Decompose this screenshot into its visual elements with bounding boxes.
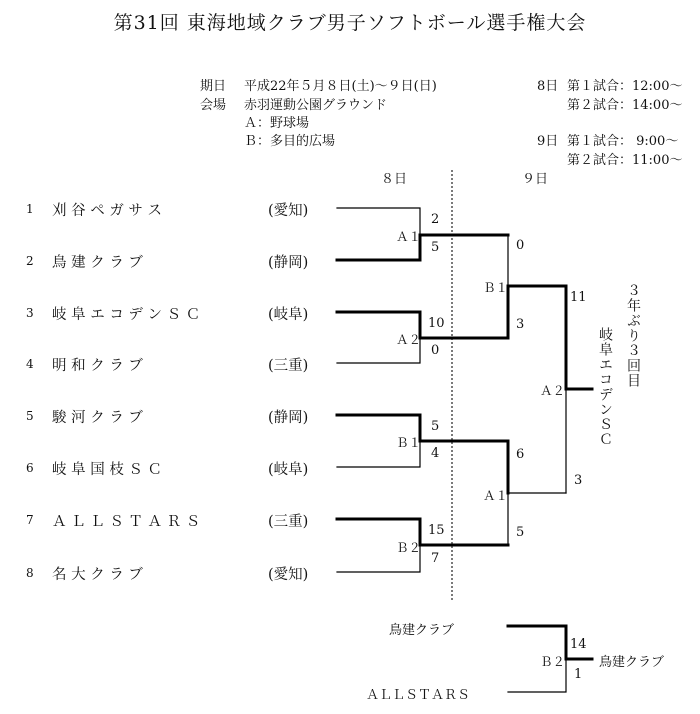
team-4-num: 4 [26, 357, 34, 371]
team-5-pref: (静岡) [268, 410, 309, 426]
day9-game1: 第１試合： 9:00～ [567, 134, 679, 149]
sf-a1-score-top: 6 [516, 447, 525, 462]
day9-game2: 第２試合：11:00～ [567, 153, 683, 168]
team-8-name: 名 大 ク ラ ブ [52, 567, 143, 583]
r1-b2-score-bottom: 7 [431, 551, 440, 566]
team-7-num: 7 [26, 513, 34, 527]
tp-score-bottom: 1 [574, 667, 583, 682]
r1-b1-label: Ｂ１ [396, 435, 422, 450]
team-6-name: 岐 阜 国 枝 Ｓ Ｃ [52, 462, 163, 478]
tp-winner: 鳥建クラブ [599, 655, 665, 670]
team-4-pref: (三重) [268, 358, 309, 374]
date-value: 平成22年５月８日(土)～９日(日) [244, 79, 437, 94]
day9-label: 9日 [537, 134, 559, 149]
team-5-num: 5 [26, 409, 34, 423]
team-5-name: 駿 河 ク ラ ブ [52, 410, 143, 426]
sf-b1-score-bottom: 3 [516, 317, 525, 332]
venue-label: 会場 [200, 98, 227, 113]
tp-team-top: 鳥建クラブ [389, 623, 455, 638]
final-score-top: 11 [570, 290, 587, 305]
venue-value: 赤羽運動公園グラウンド [244, 98, 388, 113]
team-3-num: 3 [26, 306, 34, 320]
r1-a1-label: Ａ１ [396, 229, 422, 244]
final-label: Ａ２ [540, 383, 566, 398]
tp-team-bottom: ＡＬＬＳＴＡＲＳ [366, 688, 471, 703]
team-3-name: 岐 阜 エ コ デ ン Ｓ Ｃ [52, 307, 201, 323]
team-7-pref: (三重) [268, 514, 309, 530]
team-6-num: 6 [26, 461, 34, 475]
final-score-bottom: 3 [574, 473, 583, 488]
day8-game2: 第２試合：14:00～ [567, 98, 683, 113]
day9-header: ９日 [522, 172, 549, 187]
team-8-num: 8 [26, 566, 34, 580]
team-1-pref: (愛知) [268, 203, 309, 219]
sf-b1-score-top: 0 [516, 238, 525, 253]
tp-score-top: 14 [570, 637, 587, 652]
team-1-num: 1 [26, 202, 34, 216]
team-6-pref: (岐阜) [268, 462, 309, 478]
day8-game1: 第１試合：12:00～ [567, 79, 683, 94]
r1-a1-score-top: 2 [431, 212, 440, 227]
r1-a2-score-top: 10 [428, 316, 445, 331]
r1-b1-score-top: 5 [431, 419, 440, 434]
team-8-pref: (愛知) [268, 567, 309, 583]
field-b: Ｂ：多目的広場 [244, 134, 336, 149]
team-1-name: 刈 谷 ペ ガ サ ス [52, 203, 163, 219]
day8-label: 8日 [537, 79, 559, 94]
date-label: 期日 [200, 79, 227, 94]
team-2-num: 2 [26, 254, 34, 268]
r1-b1-score-bottom: 4 [431, 446, 440, 461]
tp-label: Ｂ２ [540, 654, 566, 669]
r1-b2-score-top: 15 [428, 523, 445, 538]
champion-note: ３年ぶり３回目 [625, 283, 641, 388]
r1-b2-label: Ｂ２ [396, 540, 422, 555]
field-a: Ａ：野球場 [244, 116, 310, 131]
team-2-name: 鳥 建 ク ラ ブ [52, 255, 143, 271]
team-3-pref: (岐阜) [268, 307, 309, 323]
sf-a1-score-bottom: 5 [516, 525, 525, 540]
team-4-name: 明 和 ク ラ ブ [52, 358, 143, 374]
sf-b1-label: Ｂ１ [483, 280, 509, 295]
sf-a1-label: Ａ１ [483, 488, 509, 503]
r1-a1-score-bottom: 5 [431, 240, 440, 255]
champion-team: 岐阜エコデンＳＣ [597, 327, 613, 447]
team-2-pref: (静岡) [268, 255, 309, 271]
team-7-name: Ａ Ｌ Ｌ Ｓ Ｔ Ａ Ｒ Ｓ [52, 514, 201, 530]
page-title: 第31回 東海地域クラブ男子ソフトボール選手権大会 [113, 12, 587, 34]
r1-a2-label: Ａ２ [396, 332, 422, 347]
day8-header: ８日 [381, 172, 408, 187]
r1-a2-score-bottom: 0 [431, 343, 440, 358]
